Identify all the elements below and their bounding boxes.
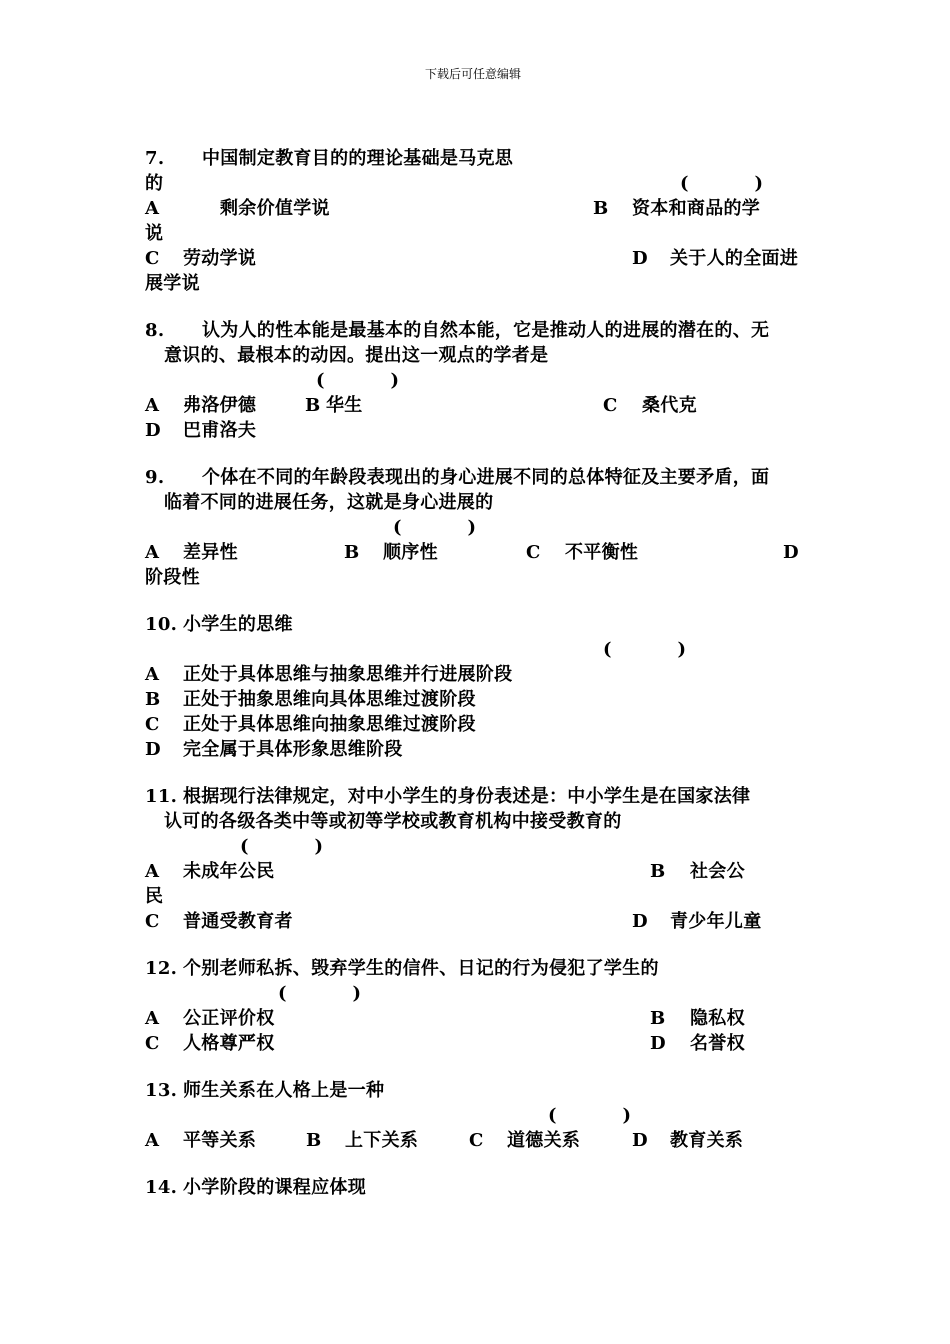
option-b-letter: B [145, 689, 161, 710]
option-d-letter: D [632, 248, 648, 269]
option-b-text: 隐私权 [690, 1008, 745, 1029]
option-b-text: 顺序性 [383, 542, 438, 563]
option-d-text: 青少年儿童 [670, 911, 762, 932]
option-d-wrap: 阶段性 [145, 567, 200, 588]
option-b-text: 资本和商品的学 [632, 198, 761, 219]
option-a-text: 差异性 [183, 542, 238, 563]
option-d-text: 教育关系 [670, 1130, 744, 1151]
option-b-wrap: 说 [145, 223, 164, 244]
option-c-letter: C [469, 1130, 484, 1151]
option-a-text: 平等关系 [183, 1130, 257, 1151]
option-d-letter: D [650, 1033, 666, 1054]
option-b-letter: B [306, 1130, 322, 1151]
question-number: 9. [145, 467, 165, 488]
question-number: 12. [145, 958, 178, 979]
option-b-letter: B [593, 198, 609, 219]
option-a-letter: A [145, 1008, 160, 1029]
option-d-text: 名誉权 [690, 1033, 745, 1054]
question-number: 7. [145, 148, 165, 169]
option-c-text: 桑代克 [642, 395, 697, 416]
option-d-text: 巴甫洛夫 [183, 420, 257, 441]
option-d-letter: D [632, 911, 648, 932]
option-a-letter: A [145, 395, 160, 416]
option-d-wrap: 展学说 [145, 273, 200, 294]
question-number: 8. [145, 320, 165, 341]
question-stem: 认为人的性本能是最基本的自然本能，它是推动人的进展的潜在的、无 [202, 320, 770, 341]
answer-blank: ( ) [240, 836, 324, 857]
option-d-letter: D [783, 542, 799, 563]
option-a-letter: A [145, 198, 160, 219]
answer-blank: ( ) [393, 517, 477, 538]
option-a-letter: A [145, 861, 160, 882]
option-b-letter: B [305, 395, 321, 416]
option-c-letter: C [145, 714, 160, 735]
question-number: 10. [145, 614, 178, 635]
option-a-letter: A [145, 664, 160, 685]
option-b-text: 上下关系 [345, 1130, 419, 1151]
question-number: 11. [145, 786, 178, 807]
option-d-letter: D [145, 739, 161, 760]
option-c-text: 不平衡性 [565, 542, 639, 563]
option-b-text: 社会公 [690, 861, 745, 882]
question-stem: 师生关系在人格上是一种 [183, 1080, 385, 1101]
option-b-text: 正处于抽象思维向具体思维过渡阶段 [183, 689, 476, 710]
option-b-wrap: 民 [145, 886, 164, 907]
option-c-text: 劳动学说 [183, 248, 257, 269]
option-c-letter: C [603, 395, 618, 416]
option-a-text: 剩余价值学说 [220, 198, 330, 219]
question-stem: 中国制定教育目的的理论基础是马克思 [202, 148, 514, 169]
option-a-letter: A [145, 542, 160, 563]
question-stem-wrap: 意识的、最根本的动因。提出这一观点的学者是 [164, 345, 549, 366]
question-stem: 个体在不同的年龄段表现出的身心进展不同的总体特征及主要矛盾，面 [202, 467, 770, 488]
option-c-letter: C [145, 248, 160, 269]
answer-blank: ( ) [680, 173, 764, 194]
question-stem: 小学阶段的课程应体现 [183, 1177, 366, 1198]
option-c-text: 人格尊严权 [183, 1033, 275, 1054]
option-b-letter: B [344, 542, 360, 563]
page-header: 下载后可任意编辑 [425, 67, 522, 81]
option-c-letter: C [526, 542, 541, 563]
question-stem: 个别老师私拆、毁弃学生的信件、日记的行为侵犯了学生的 [183, 958, 659, 979]
answer-blank: ( ) [316, 370, 400, 391]
option-d-text: 关于人的全面进 [670, 248, 799, 269]
option-c-text: 正处于具体思维向抽象思维过渡阶段 [183, 714, 476, 735]
option-d-text: 完全属于具体形象思维阶段 [183, 739, 403, 760]
option-b-letter: B [650, 1008, 666, 1029]
option-c-text: 普通受教育者 [183, 911, 293, 932]
option-d-letter: D [632, 1130, 648, 1151]
question-stem: 小学生的思维 [183, 614, 293, 635]
question-number: 14. [145, 1177, 178, 1198]
option-a-text: 弗洛伊德 [183, 395, 257, 416]
option-a-text: 未成年公民 [183, 861, 275, 882]
option-a-text: 公正评价权 [183, 1008, 275, 1029]
option-b-letter: B [650, 861, 666, 882]
option-c-text: 道德关系 [507, 1130, 581, 1151]
question-stem-wrap: 认可的各级各类中等或初等学校或教育机构中接受教育的 [164, 811, 622, 832]
option-d-letter: D [145, 420, 161, 441]
option-a-text: 正处于具体思维与抽象思维并行进展阶段 [183, 664, 513, 685]
answer-blank: ( ) [548, 1105, 632, 1126]
option-c-letter: C [145, 1033, 160, 1054]
option-c-letter: C [145, 911, 160, 932]
answer-blank: ( ) [278, 983, 362, 1004]
question-number: 13. [145, 1080, 178, 1101]
answer-blank: ( ) [603, 639, 687, 660]
question-stem-wrap: 临着不同的进展任务，这就是身心进展的 [164, 492, 494, 513]
question-stem-wrap: 的 [145, 173, 164, 194]
option-a-letter: A [145, 1130, 160, 1151]
question-stem: 根据现行法律规定，对中小学生的身份表述是：中小学生是在国家法律 [183, 786, 751, 807]
option-b-text: 华生 [326, 395, 363, 416]
